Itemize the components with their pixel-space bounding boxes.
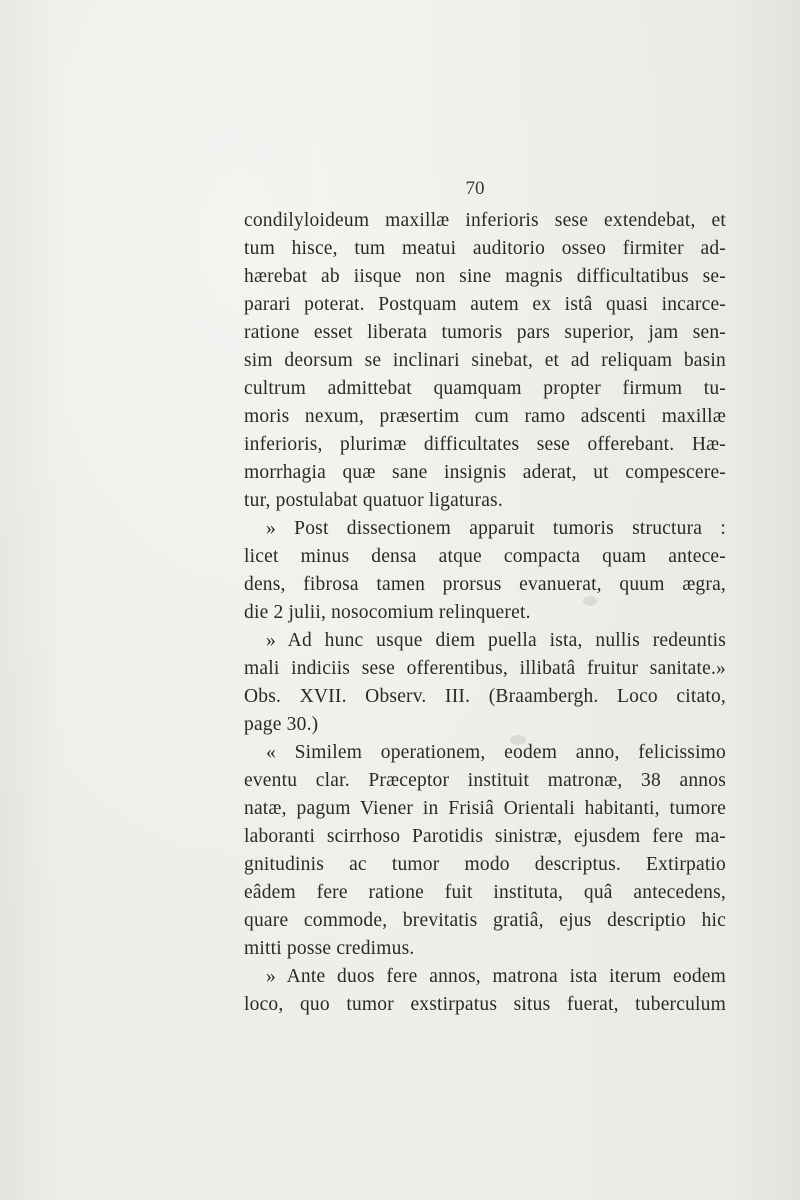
text-line: eventu clar. Præceptor instituit matronæ, 38 annos <box>244 770 726 791</box>
text-line: condilyloideum maxillæ inferioris sese extendebat, et <box>244 210 726 231</box>
text-line: morrhagia quæ sane insignis aderat, ut compescere- <box>244 462 726 483</box>
text-line: ratione esset liberata tumoris pars superior, jam sen- <box>244 322 726 343</box>
page-number: 70 <box>465 178 485 199</box>
body-text <box>244 207 726 1019</box>
text-line: natæ, pagum Viener in Frisiâ Orientali habitanti, tumore <box>244 798 726 819</box>
text-line: dens, fibrosa tamen prorsus evanuerat, quum ægra, <box>244 574 726 595</box>
text-line: eâdem fere ratione fuit instituta, quâ antecedens, <box>244 882 726 903</box>
text-line: sim deorsum se inclinari sinebat, et ad reliquam basin <box>244 350 726 371</box>
text-line: mali indiciis sese offerentibus, illibatâ fruitur sanitate.» <box>244 658 726 679</box>
text-line: licet minus densa atque compacta quam antece- <box>244 546 726 567</box>
text-line: tur, postulabat quatuor ligaturas. <box>244 490 503 511</box>
text-line: mitti posse credimus. <box>244 938 415 959</box>
text-line: cultrum admittebat quamquam propter firmum tu- <box>244 378 726 399</box>
text-line: « Similem operationem, eodem anno, felicissimo <box>266 742 726 763</box>
text-line: » Ante duos fere annos, matrona ista iterum eodem <box>266 966 726 987</box>
text-line: quare commode, brevitatis gratiâ, ejus descriptio hic <box>244 910 726 931</box>
text-line: die 2 julii, nosocomium relinqueret. <box>244 602 531 623</box>
text-line: loco, quo tumor exstirpatus situs fuerat, tuberculum <box>244 994 726 1015</box>
text-line: » Ad hunc usque diem puella ista, nullis redeuntis <box>266 630 726 651</box>
text-line: inferioris, plurimæ difficultates sese offerebant. Hæ- <box>244 434 726 455</box>
text-line: gnitudinis ac tumor modo descriptus. Extirpatio <box>244 854 726 875</box>
text-line: hærebat ab iisque non sine magnis difficultatibus se- <box>244 266 726 287</box>
text-line: tum hisce, tum meatui auditorio osseo firmiter ad- <box>244 238 726 259</box>
text-line: » Post dissectionem apparuit tumoris structura : <box>266 518 726 539</box>
observation-heading: page 30.) <box>244 714 319 735</box>
text-line: laboranti scirrhoso Parotidis sinistræ, ejusdem fere ma- <box>244 826 726 847</box>
observation-heading: Obs. XVII. Observ. III. (Braambergh. Loco citato, <box>244 686 726 707</box>
text-line: parari poterat. Postquam autem ex istâ quasi incarce- <box>244 294 726 315</box>
text-line: moris nexum, præsertim cum ramo adscenti maxillæ <box>244 406 726 427</box>
